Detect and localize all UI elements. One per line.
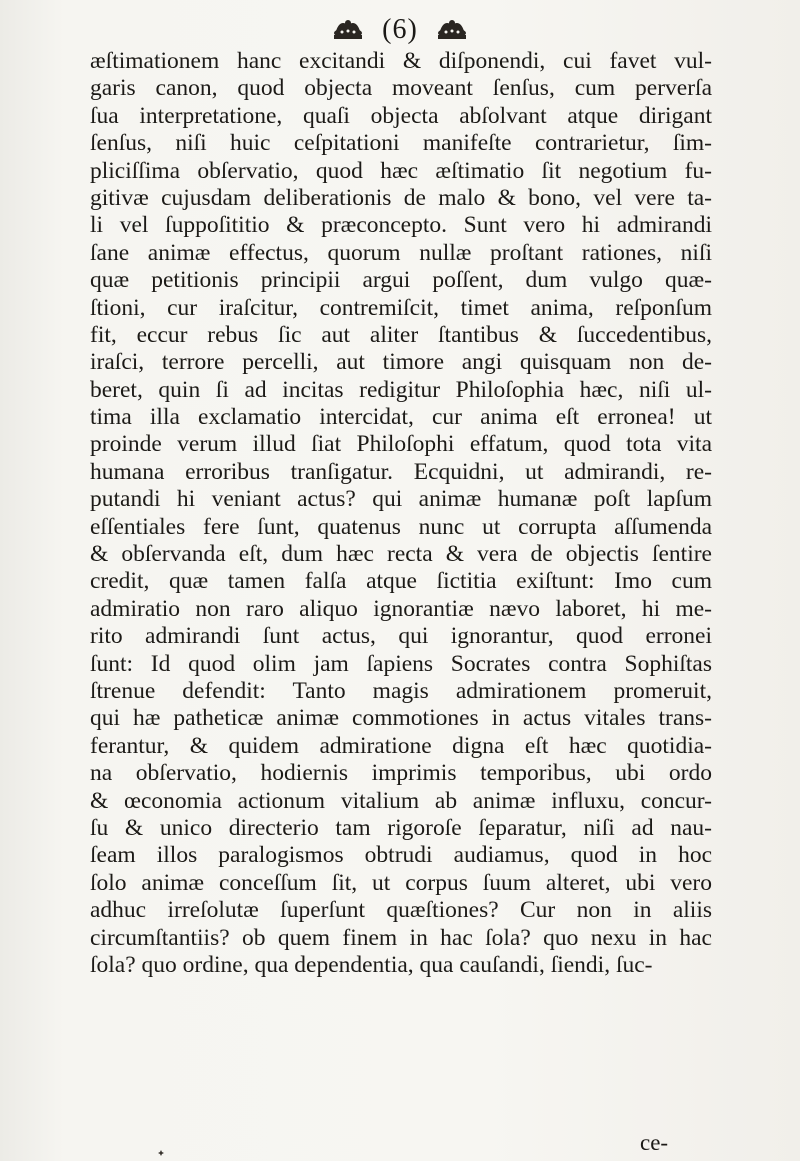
text-line: adhuc irreſolutæ ſuperſunt quæſtiones? Cur non in aliis: [90, 897, 712, 924]
text-line: fit, eccur rebus ſic aut aliter ſtantibus & ſuccedentibus,: [90, 321, 712, 348]
text-line: na obſervatio, hodiernis imprimis temporibus, ubi ordo: [90, 760, 712, 787]
text-line: tima illa exclamatio intercidat, cur anima eſt erronea! ut: [90, 404, 712, 431]
text-line: pliciſſima obſervatio, quod hæc æſtimatio ſit negotium fu-: [90, 157, 712, 184]
text-line: ſeam illos paralogismos obtrudi audiamus, quod in hoc: [90, 842, 712, 869]
page-number: (6): [382, 14, 418, 45]
text-line: & obſervanda eſt, dum hæc recta & vera de objectis ſentire: [90, 541, 712, 568]
text-line: circumſtantiis? ob quem finem in hac ſola? quo nexu in hac: [90, 924, 712, 951]
page-header: [0, 10, 800, 50]
catchword: ce-: [640, 1130, 669, 1155]
floral-ornament-icon: [328, 17, 368, 43]
text-line: qui hæ patheticæ animæ commotiones in actus vitales trans-: [90, 705, 712, 732]
text-line: quæ petitionis principii argui poſſent, dum vulgo quæ-: [90, 267, 712, 294]
text-line: ſu & unico directerio tam rigoroſe ſeparatur, niſi ad nau-: [90, 814, 712, 841]
text-line: ſolo animæ conceſſum ſit, ut corpus ſuum alteret, ubi vero: [90, 869, 712, 896]
text-line: ſenſus, niſi huic ceſpitationi manifeſte contrarietur, ſim-: [90, 130, 712, 157]
text-line: iraſci, terrore percelli, aut timore angi quisquam non de-: [90, 349, 712, 376]
ink-speck: [158, 1150, 164, 1156]
text-line: humana erroribus tranſigatur. Ecquidni, ut admirandi, re-: [90, 458, 712, 485]
floral-ornament-icon: [432, 17, 472, 43]
text-line: ferantur, & quidem admiratione digna eſt hæc quotidia-: [90, 732, 712, 759]
text-line: ſola? quo ordine, qua dependentia, qua cauſandi, ſiendi, ſuc-: [90, 951, 653, 978]
text-line: ſua interpretatione, quaſi objecta abſolvant atque dirigant: [90, 102, 712, 129]
text-line: credit, quæ tamen falſa atque ſictitia exiſtunt: Imo cum: [90, 568, 712, 595]
text-line: putandi hi veniant actus? qui animæ humanæ poſt lapſum: [90, 486, 712, 513]
text-line: ſane animæ effectus, quorum nullæ proſtant rationes, niſi: [90, 239, 712, 266]
text-line: beret, quin ſi ad incitas redigitur Philoſophia hæc, niſi ul-: [90, 376, 712, 403]
text-line: ſtioni, cur iraſcitur, contremiſcit, timet anima, reſponſum: [90, 294, 712, 321]
text-line: ſtrenue defendit: Tanto magis admirationem promeruit,: [90, 677, 712, 704]
text-line: ſunt: Id quod olim jam ſapiens Socrates contra Sophiſtas: [90, 650, 712, 677]
text-line: li vel ſuppoſititio & præconcepto. Sunt vero hi admirandi: [90, 212, 712, 239]
text-line: proinde verum illud ſiat Philoſophi effatum, quod tota vita: [90, 431, 712, 458]
text-line: eſſentiales fere ſunt, quatenus nunc ut corrupta aſſumenda: [90, 513, 712, 540]
text-line: æſtimationem hanc excitandi & diſponendi, cui favet vul-: [90, 48, 712, 74]
text-line: gitivæ cujusdam deliberationis de malo & bono, vel vere ta-: [90, 184, 712, 211]
text-line: admiratio non raro aliquo ignorantiæ nævo laboret, hi me-: [90, 595, 712, 622]
text-line: & œconomia actionum vitalium ab animæ influxu, concur-: [90, 787, 712, 814]
body-text: [90, 48, 712, 979]
text-line: rito admirandi ſunt actus, qui ignorantur, quod erronei: [90, 623, 712, 650]
text-line: garis canon, quod objecta moveant ſenſus, cum perverſa: [90, 75, 712, 102]
